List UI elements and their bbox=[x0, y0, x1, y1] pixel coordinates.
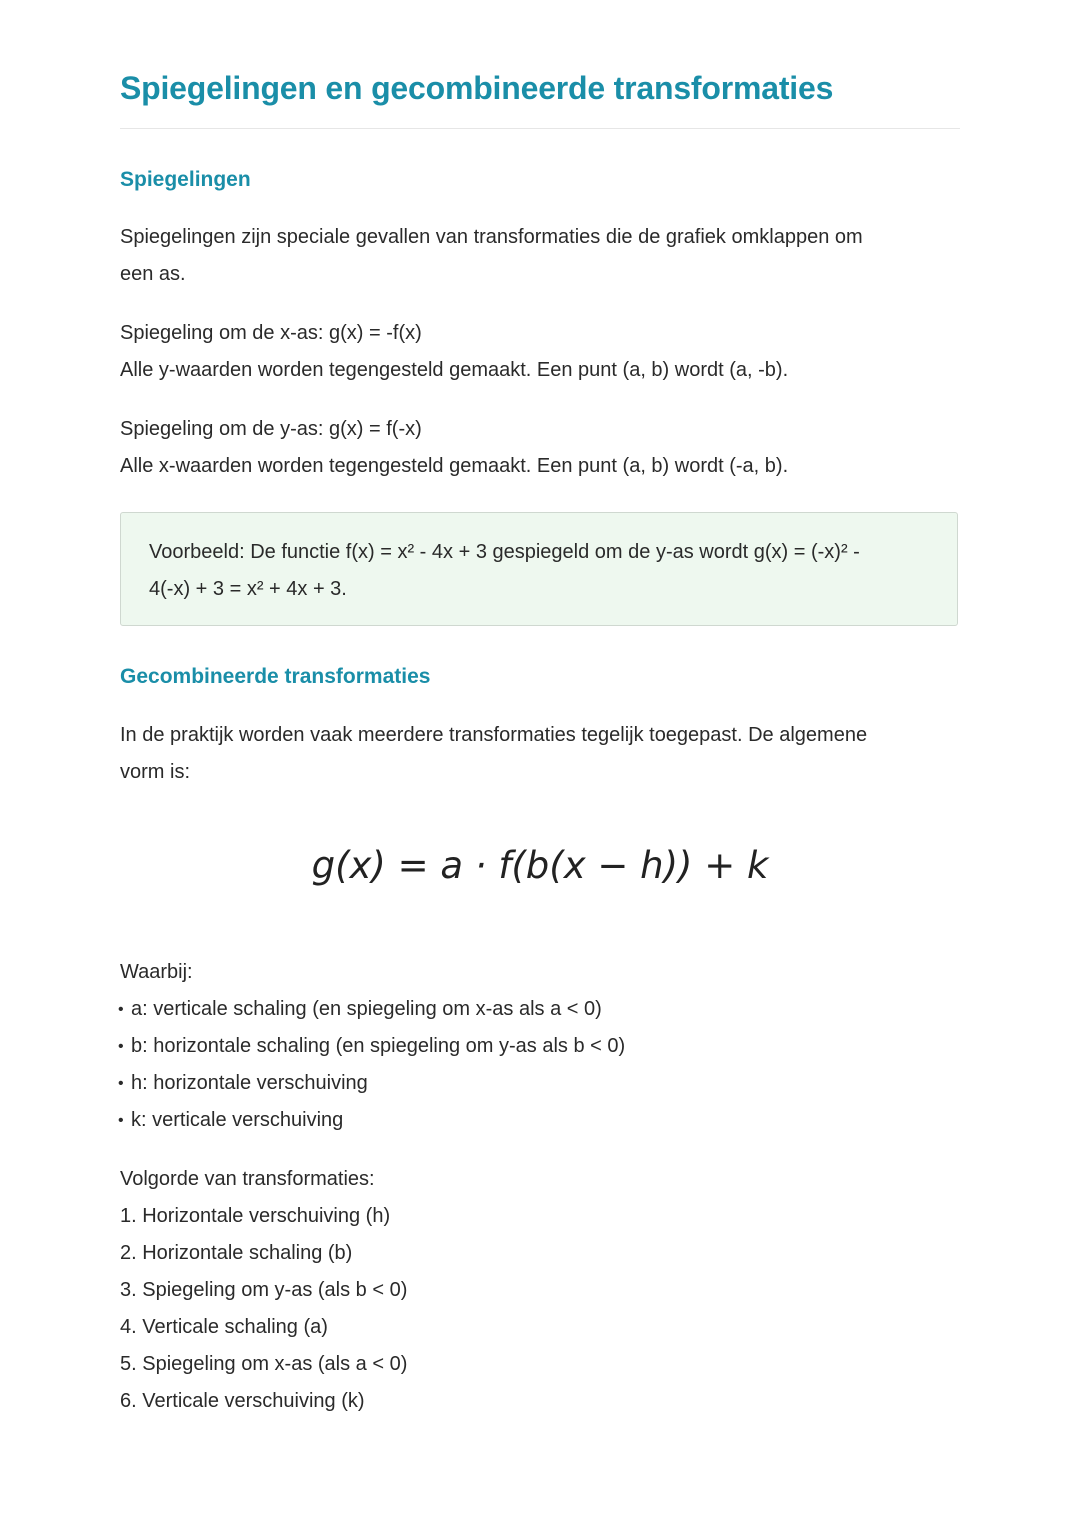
list-item bbox=[120, 1065, 625, 1102]
bullet-icon: • bbox=[118, 1038, 124, 1055]
order-label: Volgorde van transformaties: bbox=[120, 1168, 375, 1190]
intro-line: een as. bbox=[120, 263, 186, 285]
general-formula: g(x) = a · f(b(x − h)) + k bbox=[311, 844, 769, 887]
intro-line: vorm is: bbox=[120, 761, 190, 783]
gecombineerd-intro bbox=[120, 717, 867, 791]
list-item-text: h: horizontale verschuiving bbox=[131, 1072, 368, 1094]
y-axis-reflection bbox=[120, 411, 788, 485]
list-item bbox=[120, 991, 625, 1028]
spiegelingen-intro bbox=[120, 219, 863, 293]
intro-line: Spiegelingen zijn speciale gevallen van transformaties die de grafiek omklappen om bbox=[120, 226, 863, 248]
order-item: 6. Verticale verschuiving (k) bbox=[120, 1390, 365, 1412]
example-text bbox=[149, 534, 939, 608]
order-item: 1. Horizontale verschuiving (h) bbox=[120, 1205, 391, 1227]
list-item-text: k: verticale verschuiving bbox=[131, 1109, 344, 1131]
bullet-icon: • bbox=[118, 1112, 124, 1129]
order-item: 4. Verticale schaling (a) bbox=[120, 1316, 328, 1338]
where-label: Waarbij: bbox=[120, 961, 193, 983]
section-heading-spiegelingen: Spiegelingen bbox=[120, 168, 251, 191]
order-list bbox=[120, 1161, 407, 1420]
bullet-icon: • bbox=[118, 1001, 124, 1018]
title-divider bbox=[120, 128, 960, 129]
order-item: 2. Horizontale schaling (b) bbox=[120, 1242, 353, 1264]
bullet-icon: • bbox=[118, 1075, 124, 1092]
example-box bbox=[120, 512, 958, 626]
page-title: Spiegelingen en gecombineerde transformaties bbox=[120, 70, 834, 106]
section-heading-gecombineerd: Gecombineerde transformaties bbox=[120, 665, 431, 688]
x-axis-desc: Alle y-waarden worden tegengesteld gemaakt. Een punt (a, b) wordt (a, -b). bbox=[120, 359, 789, 381]
example-line: Voorbeeld: De functie f(x) = x² - 4x + 3 gespiegeld om de y-as wordt g(x) = (-x)² - bbox=[149, 541, 860, 563]
list-item bbox=[120, 1028, 625, 1065]
list-item bbox=[120, 1102, 625, 1139]
y-axis-rule: Spiegeling om de y-as: g(x) = f(-x) bbox=[120, 418, 422, 440]
x-axis-reflection bbox=[120, 315, 788, 389]
example-line: 4(-x) + 3 = x² + 4x + 3. bbox=[149, 578, 347, 600]
list-item-text: b: horizontale schaling (en spiegeling om y-as als b < 0) bbox=[131, 1035, 626, 1057]
list-item-text: a: verticale schaling (en spiegeling om x-as als a < 0) bbox=[131, 998, 602, 1020]
intro-line: In de praktijk worden vaak meerdere transformaties tegelijk toegepast. De algemene bbox=[120, 724, 868, 746]
parameter-list bbox=[120, 954, 625, 1139]
order-item: 3. Spiegeling om y-as (als b < 0) bbox=[120, 1279, 408, 1301]
y-axis-desc: Alle x-waarden worden tegengesteld gemaakt. Een punt (a, b) wordt (-a, b). bbox=[120, 455, 789, 477]
x-axis-rule: Spiegeling om de x-as: g(x) = -f(x) bbox=[120, 322, 422, 344]
order-item: 5. Spiegeling om x-as (als a < 0) bbox=[120, 1353, 408, 1375]
